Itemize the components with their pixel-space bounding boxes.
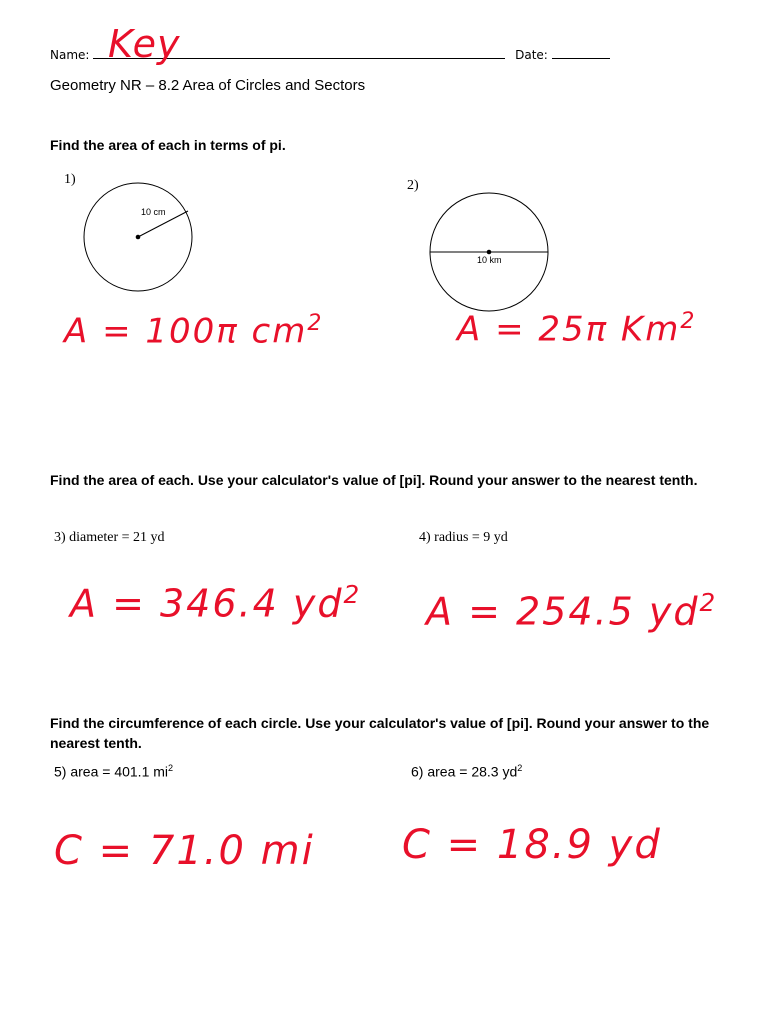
circle-diagram-2 <box>426 188 552 314</box>
problem-2-number: 2) <box>407 178 419 193</box>
problem-3: 3) diameter = 21 yd <box>54 530 165 545</box>
answer-4: A = 254.5 $yd^2$ <box>426 588 718 634</box>
name-value: Key <box>108 22 181 66</box>
date-rule <box>552 48 610 59</box>
answer-5: C = 71.0 mi <box>54 828 315 874</box>
problem-6: 6) area = 28.3 $yd^2$ <box>411 763 523 780</box>
center-point-1 <box>136 235 141 240</box>
center-point-2 <box>487 250 492 255</box>
section-2-instruction: Find the area of each. Use your calculator's value of [pi]. Round your answer to the nearest tenth. <box>50 472 698 488</box>
worksheet-title: Geometry NR – 8.2 Area of Circles and Sectors <box>50 77 366 94</box>
circle-diagram-1 <box>80 178 200 298</box>
answer-3: A = 346.4 $yd^2$ <box>70 580 362 626</box>
answer-2: A = 25π Km$^2$ <box>457 308 697 350</box>
problem-1-number: 1) <box>64 172 76 187</box>
section-3-instruction: Find the circumference of each circle. Use your calculator's value of [pi]. Round your answer to the nearest tenth. <box>50 715 710 751</box>
answer-6: C = 18.9 yd <box>402 822 662 868</box>
problem-5: 5) area = 401.1 $mi^2$ <box>54 763 174 780</box>
name-label: Name: <box>50 48 90 62</box>
problem-4: 4) radius = 9 yd <box>419 530 508 545</box>
answer-1: A = 100π $cm^2$ <box>64 310 324 352</box>
radius-label: 10 cm <box>141 207 166 217</box>
section-1-instruction: Find the area of each in terms of pi. <box>50 137 286 153</box>
date-label: Date: <box>515 48 548 62</box>
diameter-label: 10 km <box>477 255 502 265</box>
